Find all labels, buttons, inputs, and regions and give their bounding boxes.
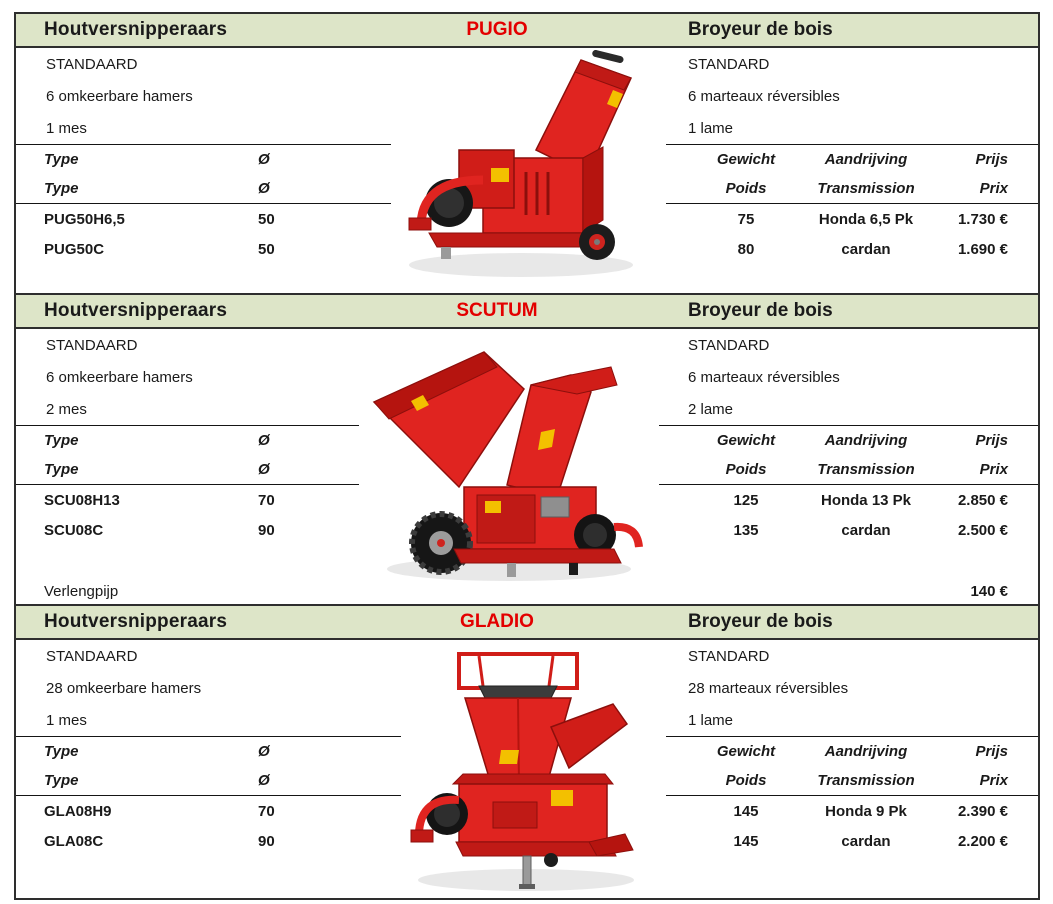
spec-nl: 28 omkeerbare hamers	[46, 679, 202, 697]
price-list-page	[14, 12, 1040, 900]
type-cell: SCU08H13	[44, 491, 120, 509]
diameter-column-header: Ø	[258, 743, 270, 760]
model-name: PUGIO	[466, 19, 528, 40]
type-column-header: Type	[44, 772, 79, 789]
weight-column-header: Poids	[725, 180, 767, 197]
diameter-cell: 70	[258, 802, 275, 820]
drive-column-header: Aandrijving	[824, 151, 908, 168]
section-title-fr: Broyeur de bois	[688, 300, 833, 321]
type-column-header: Type	[44, 743, 79, 760]
weight-column-header: Poids	[725, 772, 767, 789]
price-column-header: Prix	[979, 461, 1008, 478]
diameter-column-header: Ø	[258, 180, 270, 197]
price-column-header: Prijs	[975, 743, 1008, 760]
weight-column-header: Gewicht	[716, 743, 776, 760]
section-header	[16, 14, 1038, 48]
drive-cell: cardan	[841, 832, 891, 850]
accessory-label: Verlengpijp	[44, 582, 119, 600]
spec-fr: 28 marteaux réversibles	[688, 679, 849, 697]
column-headers	[16, 425, 1038, 485]
table-row	[16, 826, 1038, 856]
drive-column-header: Aandrijving	[824, 743, 908, 760]
drive-column-header: Transmission	[817, 180, 915, 197]
spec-nl: STANDAARD	[46, 336, 138, 354]
column-header-row-fr	[16, 174, 1038, 203]
spec-fr: STANDARD	[688, 647, 770, 665]
weight-cell: 75	[737, 210, 755, 228]
diameter-cell: 90	[258, 832, 275, 850]
spec-nl: 1 mes	[46, 711, 87, 729]
column-header-row-fr	[16, 455, 1038, 484]
diameter-cell: 70	[258, 491, 275, 509]
accessory-row	[16, 576, 1038, 606]
spec-fr: 6 marteaux réversibles	[688, 87, 840, 105]
type-column-header: Type	[44, 151, 79, 168]
drive-column-header: Aandrijving	[824, 432, 908, 449]
spec-fr: STANDARD	[688, 55, 770, 73]
spec-row	[16, 361, 1038, 393]
spec-fr: 6 marteaux réversibles	[688, 368, 840, 386]
diameter-column-header: Ø	[258, 151, 270, 168]
spec-nl: STANDAARD	[46, 55, 138, 73]
type-cell: PUG50C	[44, 240, 105, 258]
section-title-fr: Broyeur de bois	[688, 19, 833, 40]
diameter-cell: 50	[258, 240, 275, 258]
spec-row	[16, 704, 1038, 736]
type-cell: SCU08C	[44, 521, 104, 539]
spec-fr: 2 lame	[688, 400, 734, 418]
spec-row	[16, 329, 1038, 361]
price-cell: 2.390 €	[957, 802, 1008, 820]
product-section-pugio	[14, 12, 1040, 295]
weight-cell: 145	[733, 802, 759, 820]
type-cell: GLA08H9	[44, 802, 112, 820]
weight-cell: 125	[733, 491, 759, 509]
price-column-header: Prix	[979, 772, 1008, 789]
column-headers	[16, 736, 1038, 796]
diameter-column-header: Ø	[258, 461, 270, 478]
drive-cell: cardan	[841, 521, 891, 539]
drive-cell: Honda 13 Pk	[820, 491, 912, 509]
drive-cell: Honda 9 Pk	[825, 802, 907, 820]
type-cell: GLA08C	[44, 832, 104, 850]
weight-cell: 145	[733, 832, 759, 850]
column-header-row-fr	[16, 766, 1038, 795]
price-cell: 2.500 €	[957, 521, 1008, 539]
product-section-scutum	[14, 293, 1040, 606]
spec-row	[16, 672, 1038, 704]
weight-column-header: Gewicht	[716, 151, 776, 168]
diameter-column-header: Ø	[258, 432, 270, 449]
diameter-cell: 50	[258, 210, 275, 228]
spec-nl: 2 mes	[46, 400, 87, 418]
section-title-fr: Broyeur de bois	[688, 611, 833, 632]
table-row	[16, 485, 1038, 515]
weight-column-header: Poids	[725, 461, 767, 478]
accessory-price: 140 €	[970, 582, 1008, 600]
table-row	[16, 515, 1038, 545]
table-row	[16, 204, 1038, 234]
spec-nl: STANDAARD	[46, 647, 138, 665]
price-cell: 1.730 €	[957, 210, 1008, 228]
spacer	[16, 545, 1038, 576]
spec-fr: 1 lame	[688, 119, 734, 137]
drive-cell: cardan	[841, 240, 891, 258]
weight-cell: 80	[737, 240, 755, 258]
column-header-row-nl	[16, 145, 1038, 174]
drive-cell: Honda 6,5 Pk	[818, 210, 914, 228]
spec-row	[16, 48, 1038, 80]
price-cell: 2.200 €	[957, 832, 1008, 850]
type-column-header: Type	[44, 180, 79, 197]
column-header-row-nl	[16, 426, 1038, 455]
section-header	[16, 295, 1038, 329]
column-header-row-nl	[16, 737, 1038, 766]
spec-nl: 1 mes	[46, 119, 87, 137]
price-cell: 1.690 €	[957, 240, 1008, 258]
spec-row	[16, 80, 1038, 112]
table-row	[16, 796, 1038, 826]
spec-fr: STANDARD	[688, 336, 770, 354]
model-name: SCUTUM	[456, 300, 538, 321]
diameter-column-header: Ø	[258, 772, 270, 789]
drive-column-header: Transmission	[817, 461, 915, 478]
price-column-header: Prijs	[975, 151, 1008, 168]
table-row	[16, 234, 1038, 264]
price-column-header: Prijs	[975, 432, 1008, 449]
drive-column-header: Transmission	[817, 772, 915, 789]
column-headers	[16, 144, 1038, 204]
spec-row	[16, 640, 1038, 672]
model-name: GLADIO	[460, 611, 534, 632]
section-title-nl: Houtversnipperaars	[44, 300, 228, 321]
product-section-gladio	[14, 604, 1040, 900]
type-column-header: Type	[44, 432, 79, 449]
section-title-nl: Houtversnipperaars	[44, 611, 228, 632]
type-column-header: Type	[44, 461, 79, 478]
price-column-header: Prix	[979, 180, 1008, 197]
spec-fr: 1 lame	[688, 711, 734, 729]
spec-nl: 6 omkeerbare hamers	[46, 87, 193, 105]
section-title-nl: Houtversnipperaars	[44, 19, 228, 40]
diameter-cell: 90	[258, 521, 275, 539]
price-cell: 2.850 €	[957, 491, 1008, 509]
spec-row	[16, 112, 1038, 144]
type-cell: PUG50H6,5	[44, 210, 125, 228]
spec-nl: 6 omkeerbare hamers	[46, 368, 193, 386]
weight-cell: 135	[733, 521, 759, 539]
spec-row	[16, 393, 1038, 425]
section-header	[16, 606, 1038, 640]
weight-column-header: Gewicht	[716, 432, 776, 449]
